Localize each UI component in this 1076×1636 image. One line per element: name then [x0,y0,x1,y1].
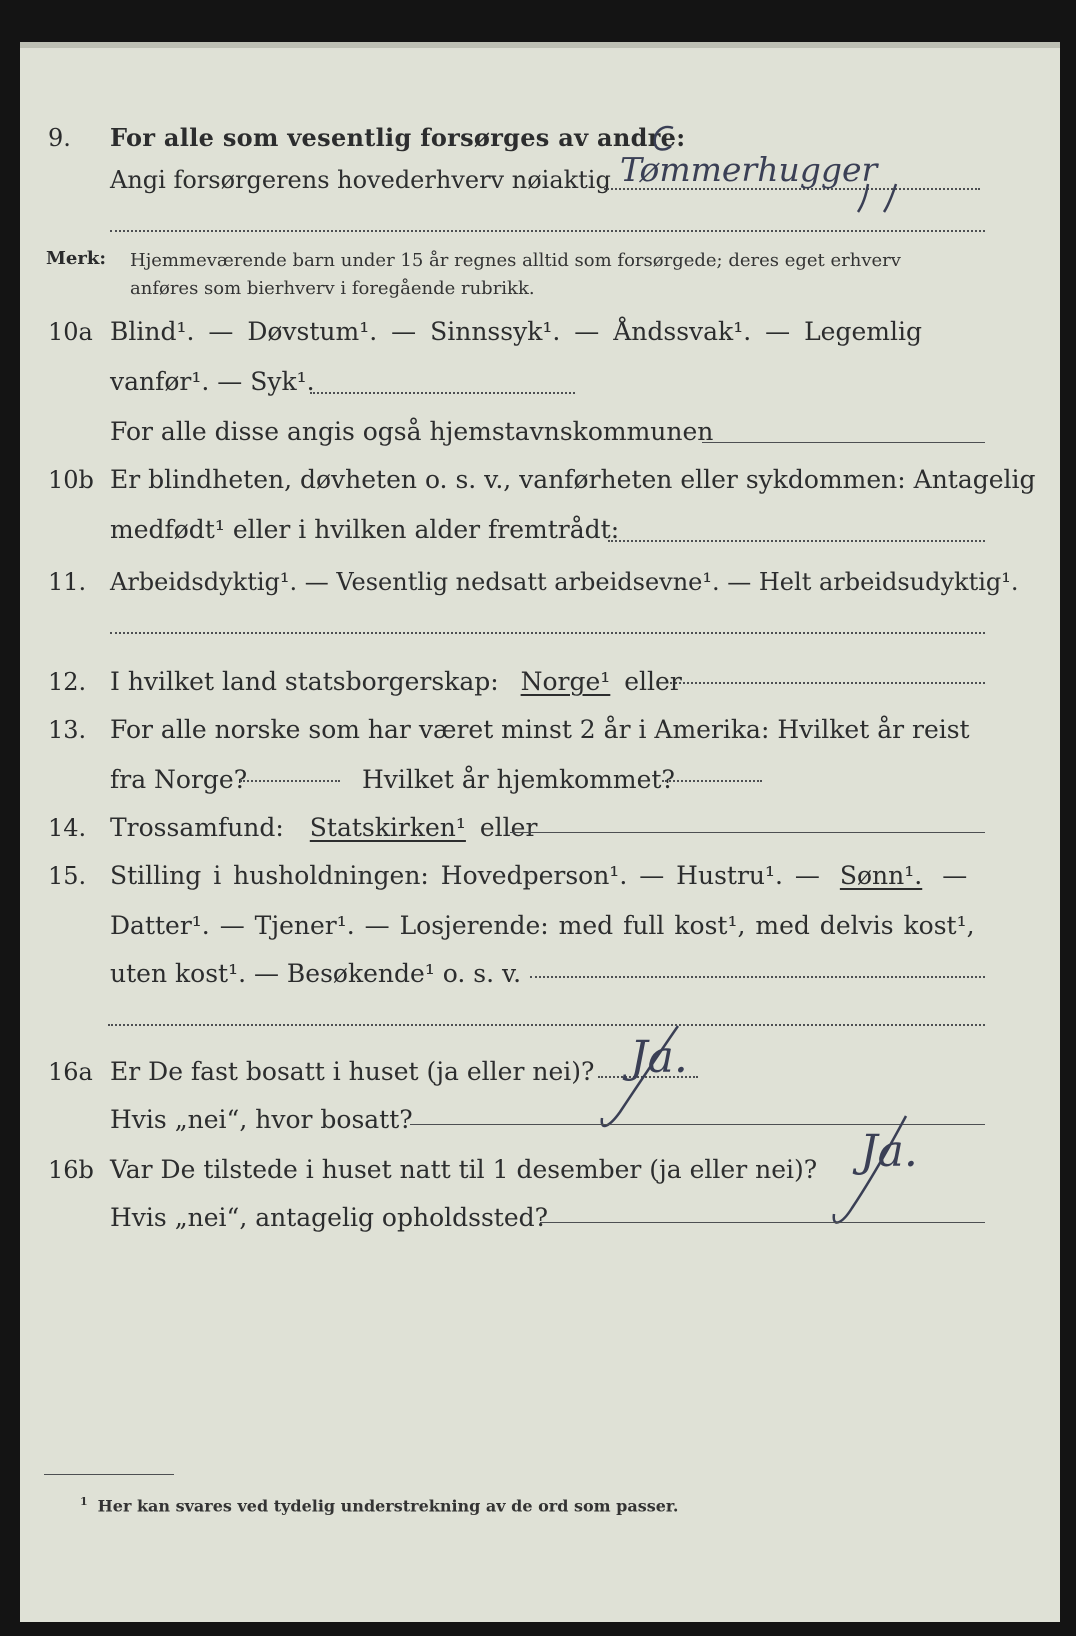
question-number: 10b [48,466,94,494]
answer-line [662,780,762,782]
answer-line [608,540,985,542]
handwritten-answer-16b: Ja. [860,1126,918,1177]
note-text: Hjemmeværende barn under 15 år regnes alltid som forsørgede; deres eget erhverv [130,250,901,271]
question-number: 13. [48,716,87,744]
note-label: Merk: [46,248,106,269]
question-text: Blind¹. — Døvstum¹. — Sinnssyk¹. — Åndssvak¹. — Legemlig [110,317,922,346]
question-10a-line-2 [20,362,1060,402]
question-number: 9. [48,124,71,152]
question-text: Var De tilstede i huset natt til 1 desember (ja eller nei)? [110,1155,818,1184]
question-number: 10a [48,318,93,346]
footnote-mark: 1 [80,1495,88,1508]
question-text: uten kost¹. — Besøkende¹ o. s. v. [110,959,522,988]
question-text: For alle som vesentlig forsørges av andre: [110,123,686,152]
answer-line [670,682,985,684]
underlined-choice: Norge¹ [520,667,611,696]
question-text: vanfør¹. — Syk¹. [110,367,315,396]
answer-line [510,832,985,833]
footnote-text: Her kan svares ved tydelig understrekning av de ord som passer. [97,1496,679,1516]
footnote-rule [44,1474,174,1475]
question-number: 11. [48,568,87,596]
question-text-pre: I hvilket land statsborgerskap: [110,667,499,696]
question-15-line-1 [20,856,1060,896]
question-number: 14. [48,814,87,842]
handwritten-descenders [840,182,900,222]
underlined-choice: Statskirken¹ [309,813,466,842]
question-text: Datter¹. — Tjener¹. — Losjerende: med full kost¹, med delvis kost¹, [110,911,975,940]
question-text: For alle disse angis også hjemstavnskommunen [110,417,714,446]
census-form-page [20,42,1060,1622]
question-number: 12. [48,668,87,696]
answer-line [240,780,340,782]
footnote [80,1490,678,1518]
question-16a-line-1 [20,1052,1060,1092]
question-text [110,808,537,848]
question-10a-line-3 [20,412,1060,452]
question-text-post: eller [479,813,538,842]
handwritten-answer-occupation: Tømmerhugger [620,150,878,189]
question-16b-line-2 [20,1198,1060,1238]
question-text-pre: Trossamfund: [110,813,284,842]
page-top-edge [20,42,1060,48]
answer-line [530,976,985,978]
question-9-line-1 [20,118,1060,158]
question-13-line-2 [20,760,1060,800]
question-text: medfødt¹ eller i hvilken alder fremtrådt: [110,515,620,544]
question-text: For alle norske som har været minst 2 år i Amerika: Hvilket år reist [110,715,970,744]
question-number: 16a [48,1058,93,1086]
question-10a-line-1 [20,312,1060,352]
handwritten-answer-16a: Ja. [630,1032,688,1083]
question-15-line-3 [20,954,1060,994]
question-text: Er De fast bosatt i huset (ja eller nei)? [110,1057,595,1086]
underlined-choice: Sønn¹. [839,861,923,890]
question-text: Hvis „nei“, hvor bosatt? [110,1105,413,1134]
question-text [110,856,967,896]
question-number: 16b [48,1156,94,1184]
question-15-line-2 [20,906,1060,946]
separator-line [108,1024,985,1026]
question-text-post: — [942,861,968,890]
question-text: fra Norge? [110,765,248,794]
question-text: Hvis „nei“, antagelig opholdssted? [110,1203,549,1232]
question-13-line-1 [20,710,1060,750]
separator-line [110,632,985,634]
question-10b-line-2 [20,510,1060,550]
question-10b-line-1 [20,460,1060,500]
question-text-pre: Stilling i husholdningen: Hovedperson¹. — Hustru¹. — [110,861,820,890]
question-text: Arbeidsdyktig¹. — Vesentlig nedsatt arbeidsevne¹. — Helt arbeidsudyktig¹. [110,568,1019,596]
question-14-line-1 [20,808,1060,848]
question-text: Er blindheten, døvheten o. s. v., vanførheten eller sykdommen: Antagelig [110,465,1036,494]
note-text: anføres som bierhverv i foregående rubrikk. [130,278,535,299]
question-number: 15. [48,862,87,890]
question-text: Angi forsørgerens hovederhverv nøiaktig [110,166,611,194]
question-text [110,662,682,702]
answer-line [310,392,575,394]
question-11-line-1 [20,562,1060,602]
question-text-post: eller [624,667,682,696]
answer-line [702,442,985,443]
question-9-line-2 [20,160,1060,200]
question-text: Hvilket år hjemkommet? [362,765,675,794]
answer-line [540,1222,985,1223]
separator-line [110,230,985,232]
